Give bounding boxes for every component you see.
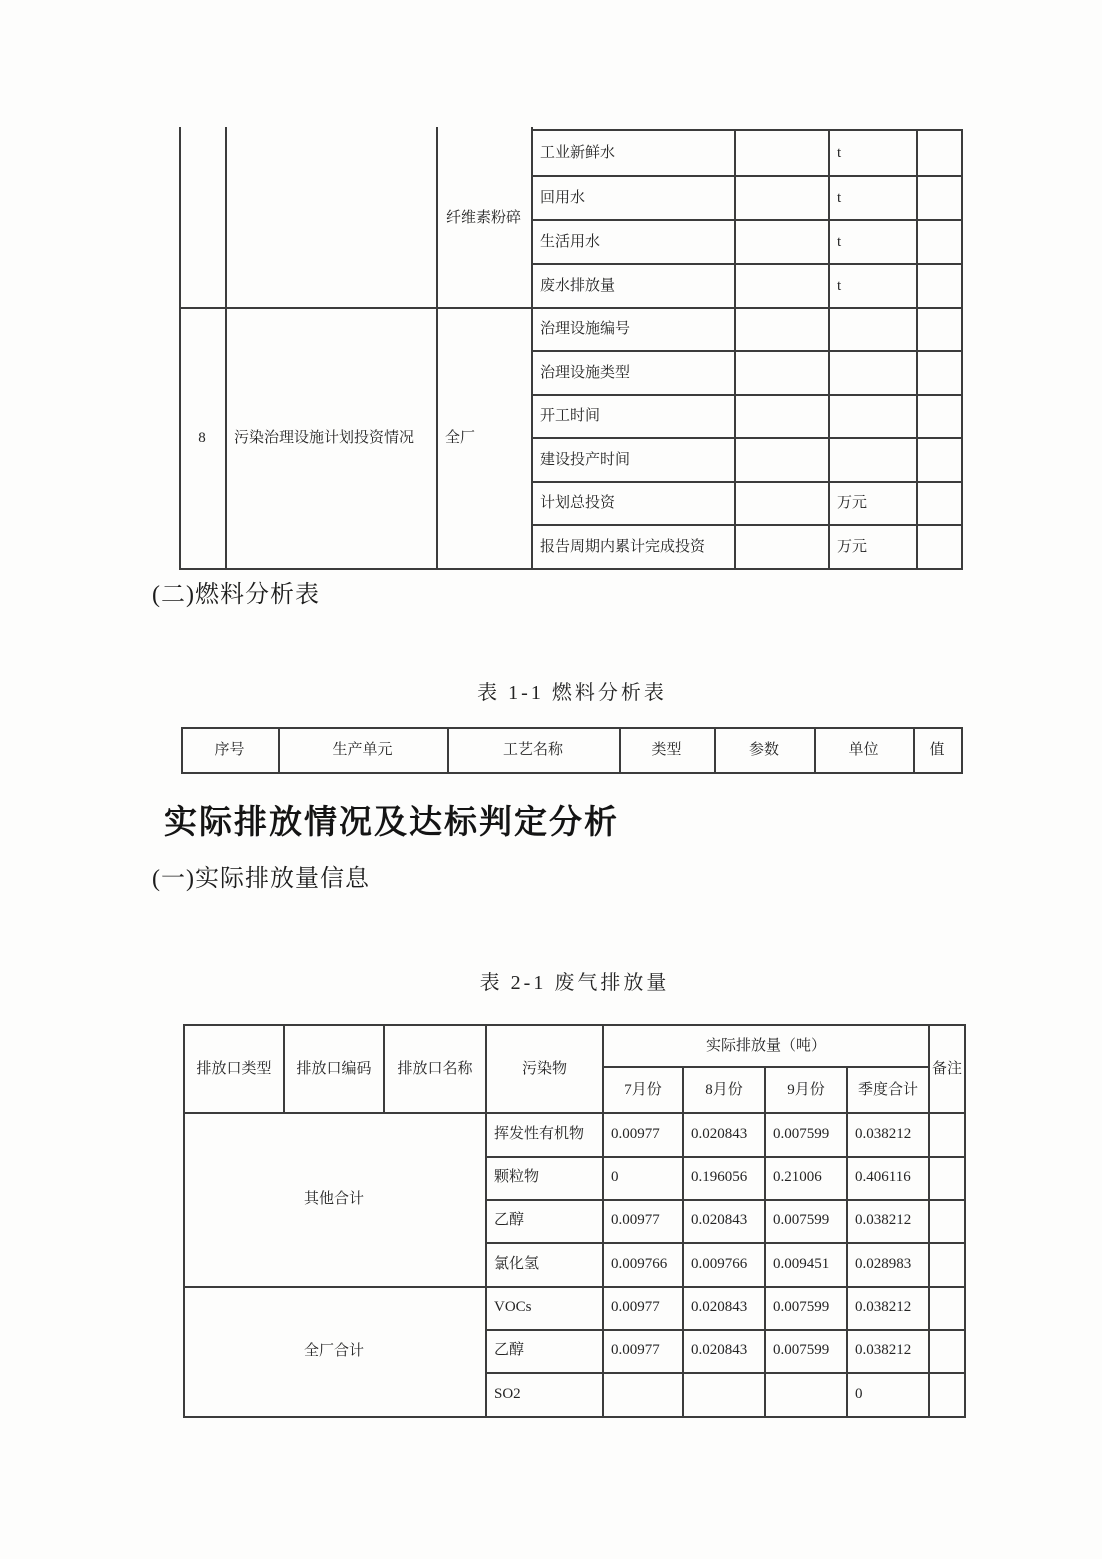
pollutant-cell: 挥发性有机物 xyxy=(494,1125,585,1142)
column-header: 工艺名称 xyxy=(502,742,563,759)
column-header-pollutant: 污染物 xyxy=(521,1060,567,1077)
emission-value-cell: 0.007599 xyxy=(773,1342,830,1359)
emission-value-cell: 0.038212 xyxy=(855,1342,912,1359)
pollutant-cell: 乙醇 xyxy=(494,1212,525,1229)
grid-line xyxy=(181,772,963,774)
pollutant-cell: 氯化氢 xyxy=(494,1255,540,1272)
param-label: 工业新鲜水 xyxy=(540,144,616,161)
column-header-outlet-code: 排放口编码 xyxy=(296,1060,372,1077)
emission-value-cell xyxy=(684,1374,769,1414)
grid-line xyxy=(183,1416,966,1418)
column-header-month: 8月份 xyxy=(705,1081,743,1098)
unit-label: t xyxy=(837,277,842,294)
column-header: 类型 xyxy=(651,742,682,759)
column-header-actual-emission: 实际排放量（吨） xyxy=(705,1037,826,1054)
emission-value-cell: 0.038212 xyxy=(855,1125,912,1142)
grid-line xyxy=(964,1024,966,1418)
emission-value-cell: 0.028983 xyxy=(855,1255,912,1272)
emission-value-cell: 0.007599 xyxy=(773,1299,830,1316)
column-header: 值 xyxy=(929,742,945,759)
emission-value-cell: 0.007599 xyxy=(773,1125,830,1142)
row-index: 8 xyxy=(198,430,206,447)
column-header: 参数 xyxy=(748,742,779,759)
value-cell xyxy=(736,265,831,307)
emission-value-cell: 0.009766 xyxy=(611,1255,668,1272)
emission-value-cell: 0.020843 xyxy=(691,1125,748,1142)
unit-label xyxy=(830,439,919,481)
group-label: 全厂合计 xyxy=(303,1342,364,1359)
unit-label: t xyxy=(837,144,842,161)
pollutant-cell: SO2 xyxy=(494,1385,521,1402)
scope-label: 全厂 xyxy=(445,430,476,447)
section-heading-emission: (一)实际排放量信息 xyxy=(152,866,370,892)
section-heading-fuel: (二)燃料分析表 xyxy=(152,582,320,608)
emission-value-cell: 0.007599 xyxy=(773,1212,830,1229)
category-label: 污染治理设施计划投资情况 xyxy=(234,430,415,447)
column-header-month: 季度合计 xyxy=(857,1081,918,1098)
group-label: 其他合计 xyxy=(303,1190,364,1207)
emission-value-cell xyxy=(766,1374,851,1414)
emission-value-cell: 0.020843 xyxy=(691,1299,748,1316)
param-label: 开工时间 xyxy=(540,408,601,425)
column-header-outlet-type: 排放口类型 xyxy=(196,1060,272,1077)
unit-label: 万元 xyxy=(837,495,868,512)
emission-value-cell: 0.406116 xyxy=(855,1169,911,1186)
unit-label xyxy=(830,396,919,437)
column-header-month: 9月份 xyxy=(787,1081,825,1098)
column-header: 生产单元 xyxy=(332,742,393,759)
column-header: 序号 xyxy=(214,742,245,759)
grid-line xyxy=(961,727,963,774)
emission-value-cell: 0 xyxy=(855,1385,863,1402)
unit-label: 万元 xyxy=(837,538,868,555)
param-label: 废水排放量 xyxy=(540,277,616,294)
emission-value-cell: 0.038212 xyxy=(855,1212,912,1229)
param-label: 计划总投资 xyxy=(540,495,616,512)
table-caption-fuel: 表 1-1 燃料分析表 xyxy=(477,682,667,704)
emission-value-cell: 0.009451 xyxy=(773,1255,830,1272)
param-label: 回用水 xyxy=(540,189,586,206)
unit-label: t xyxy=(837,233,842,250)
emission-value-cell: 0.196056 xyxy=(691,1169,748,1186)
emission-value-cell: 0.00977 xyxy=(611,1342,660,1359)
column-header-month: 7月份 xyxy=(624,1081,662,1098)
unit-label xyxy=(830,309,919,350)
unit-label xyxy=(830,352,919,394)
value-cell xyxy=(736,177,831,219)
param-label: 治理设施类型 xyxy=(540,364,631,381)
emission-value-cell: 0.038212 xyxy=(855,1299,912,1316)
unit-label: t xyxy=(837,189,842,206)
column-header-outlet-name: 排放口名称 xyxy=(397,1060,473,1077)
column-header-remark: 备注 xyxy=(931,1060,962,1077)
emission-value-cell: 0.21006 xyxy=(773,1169,822,1186)
process-label: 纤维素粉碎 xyxy=(445,209,521,226)
page-title: 实际排放情况及达标判定分析 xyxy=(164,805,619,841)
param-label: 建设投产时间 xyxy=(540,451,631,468)
emission-value-cell xyxy=(604,1374,687,1414)
param-label: 报告周期内累计完成投资 xyxy=(540,538,706,555)
value-cell xyxy=(736,221,831,263)
emission-value-cell: 0 xyxy=(611,1169,619,1186)
emission-value-cell: 0.009766 xyxy=(691,1255,748,1272)
param-label: 治理设施编号 xyxy=(540,321,631,338)
pollutant-cell: 乙醇 xyxy=(494,1342,525,1359)
pollutant-cell: 颗粒物 xyxy=(494,1169,540,1186)
param-label: 生活用水 xyxy=(540,233,601,250)
grid-line xyxy=(179,568,963,570)
emission-value-cell: 0.00977 xyxy=(611,1125,660,1142)
value-cell xyxy=(736,131,831,175)
emission-value-cell: 0.00977 xyxy=(611,1299,660,1316)
pollutant-cell: VOCs xyxy=(494,1299,532,1316)
emission-value-cell: 0.020843 xyxy=(691,1212,748,1229)
emission-value-cell: 0.00977 xyxy=(611,1212,660,1229)
table-caption-emission: 表 2-1 废气排放量 xyxy=(479,972,670,994)
column-header: 单位 xyxy=(848,742,879,759)
emission-value-cell: 0.020843 xyxy=(691,1342,748,1359)
